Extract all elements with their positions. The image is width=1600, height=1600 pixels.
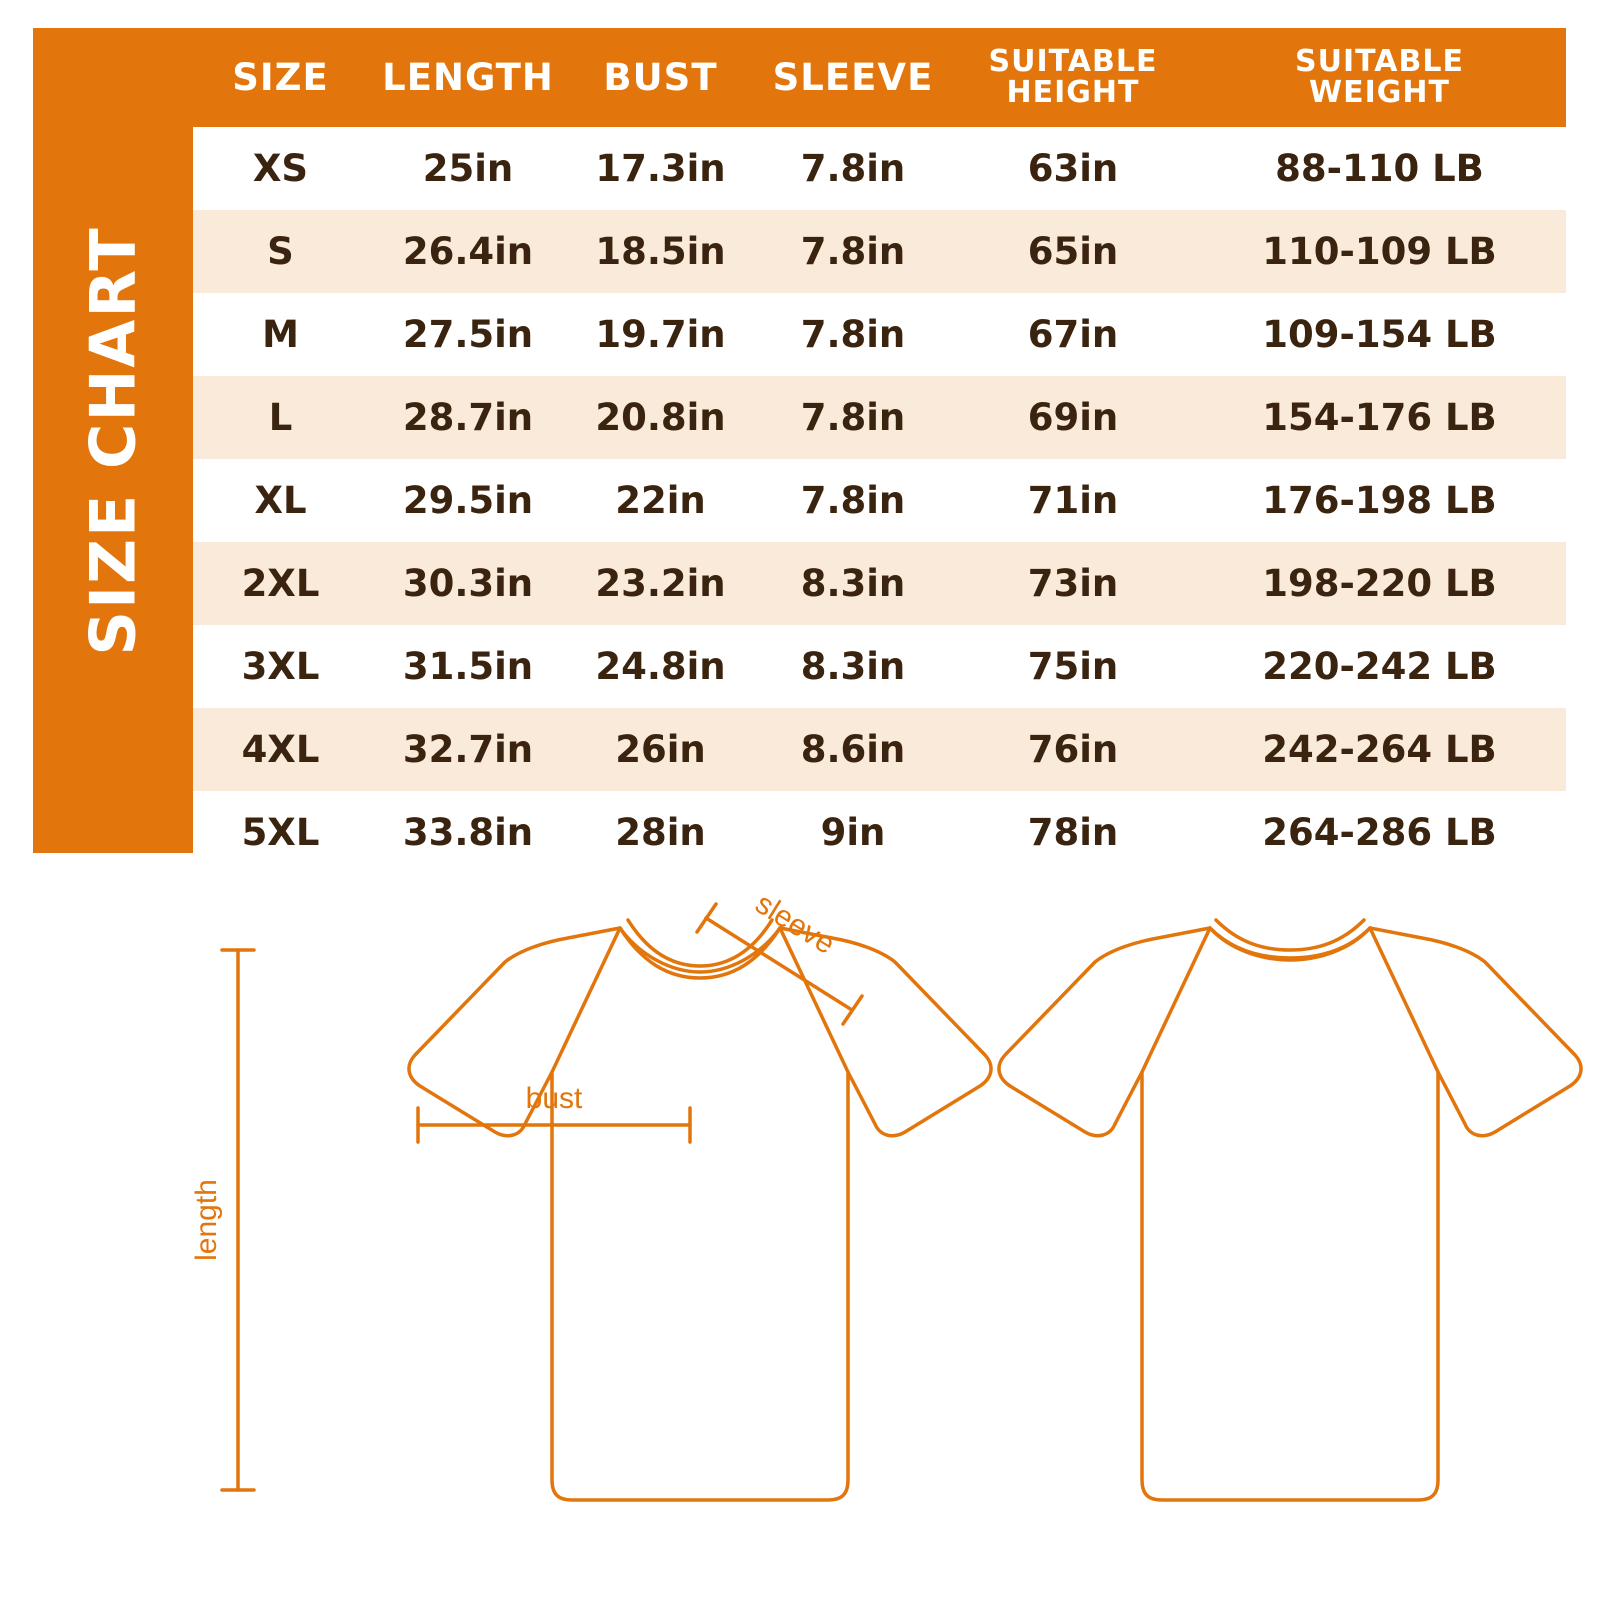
cell-height: 75in (953, 625, 1193, 708)
cell-size: 2XL (193, 542, 368, 625)
table-row (193, 376, 1566, 459)
cell-bust: 20.8in (568, 376, 753, 459)
cell-length: 27.5in (368, 293, 568, 376)
bust-label: bust (525, 1082, 583, 1115)
table-row (193, 791, 1566, 874)
cell-height: 69in (953, 376, 1193, 459)
table-row (193, 210, 1566, 293)
size-chart-table (193, 28, 1566, 874)
cell-sleeve: 7.8in (753, 210, 953, 293)
cell-length: 28.7in (368, 376, 568, 459)
cell-size: XL (193, 459, 368, 542)
cell-size: 4XL (193, 708, 368, 791)
cell-height: 65in (953, 210, 1193, 293)
cell-bust: 18.5in (568, 210, 753, 293)
cell-bust: 17.3in (568, 127, 753, 210)
column-header-suitable-weight-line1: SUITABLE (1295, 43, 1464, 79)
cell-size: XS (193, 127, 368, 210)
cell-bust: 24.8in (568, 625, 753, 708)
column-header-suitable-height-line2: HEIGHT (1006, 74, 1140, 110)
cell-weight: 88-110 LB (1193, 127, 1566, 210)
cell-sleeve: 8.3in (753, 625, 953, 708)
length-label: length (190, 1179, 223, 1261)
table-row (193, 459, 1566, 542)
cell-size: 3XL (193, 625, 368, 708)
cell-weight: 154-176 LB (1193, 376, 1566, 459)
cell-weight: 110-109 LB (1193, 210, 1566, 293)
cell-height: 73in (953, 542, 1193, 625)
cell-size: S (193, 210, 368, 293)
cell-sleeve: 7.8in (753, 376, 953, 459)
cell-height: 78in (953, 791, 1193, 874)
column-header-sleeve: SLEEVE (772, 55, 934, 99)
page-title: SIZE CHART (76, 225, 150, 656)
cell-length: 32.7in (368, 708, 568, 791)
table-row (193, 625, 1566, 708)
table-header-row (193, 28, 1566, 127)
size-chart-panel (33, 28, 1566, 853)
cell-bust: 19.7in (568, 293, 753, 376)
column-header-bust: BUST (603, 55, 718, 99)
cell-length: 25in (368, 127, 568, 210)
tshirt-front-illustration (409, 920, 991, 1500)
size-chart-title-column (33, 28, 193, 853)
cell-weight: 242-264 LB (1193, 708, 1566, 791)
cell-height: 67in (953, 293, 1193, 376)
cell-size: 5XL (193, 791, 368, 874)
cell-sleeve: 9in (753, 791, 953, 874)
cell-length: 29.5in (368, 459, 568, 542)
table-row (193, 127, 1566, 210)
table-row (193, 293, 1566, 376)
cell-bust: 26in (568, 708, 753, 791)
cell-length: 30.3in (368, 542, 568, 625)
tshirt-back-illustration (999, 920, 1581, 1500)
column-header-length: LENGTH (382, 55, 554, 99)
length-measure-line (222, 950, 254, 1490)
cell-sleeve: 8.3in (753, 542, 953, 625)
cell-weight: 220-242 LB (1193, 625, 1566, 708)
cell-size: L (193, 376, 368, 459)
cell-weight: 176-198 LB (1193, 459, 1566, 542)
cell-bust: 23.2in (568, 542, 753, 625)
table-row (193, 542, 1566, 625)
cell-bust: 28in (568, 791, 753, 874)
cell-length: 31.5in (368, 625, 568, 708)
column-header-suitable-height (953, 28, 1193, 127)
column-header-suitable-weight-line2: WEIGHT (1309, 74, 1450, 110)
cell-height: 63in (953, 127, 1193, 210)
cell-length: 26.4in (368, 210, 568, 293)
column-header-size: SIZE (232, 55, 329, 99)
cell-sleeve: 8.6in (753, 708, 953, 791)
cell-sleeve: 7.8in (753, 127, 953, 210)
sleeve-label: sleeve (749, 886, 841, 961)
cell-weight: 109-154 LB (1193, 293, 1566, 376)
table-row (193, 708, 1566, 791)
cell-bust: 22in (568, 459, 753, 542)
cell-sleeve: 7.8in (753, 459, 953, 542)
cell-size: M (193, 293, 368, 376)
cell-height: 71in (953, 459, 1193, 542)
cell-length: 33.8in (368, 791, 568, 874)
measurement-diagram (0, 880, 1600, 1580)
column-header-suitable-height-line1: SUITABLE (988, 43, 1158, 79)
cell-height: 76in (953, 708, 1193, 791)
cell-weight: 264-286 LB (1193, 791, 1566, 874)
size-chart-table-column (193, 28, 1566, 853)
cell-weight: 198-220 LB (1193, 542, 1566, 625)
cell-sleeve: 7.8in (753, 293, 953, 376)
column-header-suitable-weight (1193, 28, 1566, 127)
